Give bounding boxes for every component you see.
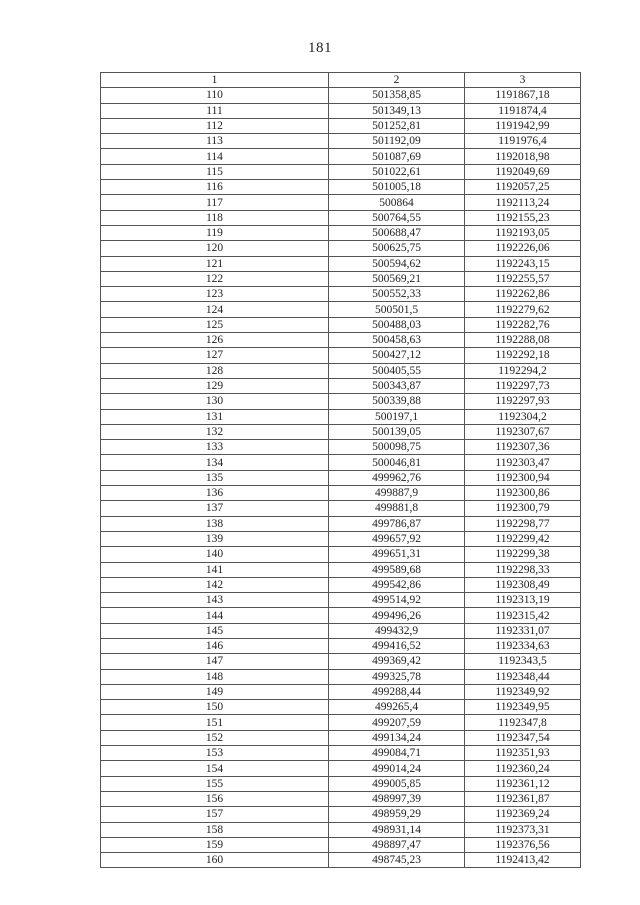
- table-row: [101, 776, 581, 791]
- cell-x-coordinate: 500864: [329, 195, 465, 210]
- coordinates-table: [100, 72, 581, 868]
- table-row: [101, 531, 581, 546]
- header-row: [101, 73, 581, 88]
- table-row: [101, 516, 581, 531]
- cell-y-coordinate: 1192347,8: [465, 715, 581, 730]
- cell-x-coordinate: 500405,55: [329, 363, 465, 378]
- cell-y-coordinate: 1192294,2: [465, 363, 581, 378]
- cell-y-coordinate: 1191867,18: [465, 88, 581, 103]
- table-body: [101, 88, 581, 868]
- table-row: [101, 225, 581, 240]
- table-row: [101, 317, 581, 332]
- cell-point-number: 148: [101, 669, 329, 684]
- cell-y-coordinate: 1192413,42: [465, 853, 581, 868]
- cell-y-coordinate: 1192308,49: [465, 577, 581, 592]
- cell-y-coordinate: 1192298,33: [465, 562, 581, 577]
- cell-y-coordinate: 1192349,95: [465, 700, 581, 715]
- cell-point-number: 119: [101, 225, 329, 240]
- cell-point-number: 157: [101, 807, 329, 822]
- cell-x-coordinate: 500197,1: [329, 409, 465, 424]
- cell-y-coordinate: 1191942,99: [465, 118, 581, 133]
- cell-x-coordinate: 498897,47: [329, 837, 465, 852]
- cell-y-coordinate: 1192057,25: [465, 180, 581, 195]
- cell-y-coordinate: 1192300,79: [465, 501, 581, 516]
- column-header-point: 1: [101, 73, 329, 88]
- cell-point-number: 139: [101, 531, 329, 546]
- cell-x-coordinate: 499962,76: [329, 470, 465, 485]
- cell-x-coordinate: 500552,33: [329, 287, 465, 302]
- table-row: [101, 486, 581, 501]
- table-row: [101, 149, 581, 164]
- cell-point-number: 153: [101, 746, 329, 761]
- column-header-y: 3: [465, 73, 581, 88]
- cell-point-number: 133: [101, 440, 329, 455]
- table-row: [101, 746, 581, 761]
- cell-x-coordinate: 498997,39: [329, 791, 465, 806]
- table-row: [101, 837, 581, 852]
- cell-point-number: 150: [101, 700, 329, 715]
- cell-x-coordinate: 499887,9: [329, 486, 465, 501]
- cell-x-coordinate: 499134,24: [329, 730, 465, 745]
- column-header-x: 2: [329, 73, 465, 88]
- table-row: [101, 593, 581, 608]
- cell-point-number: 128: [101, 363, 329, 378]
- cell-point-number: 122: [101, 271, 329, 286]
- cell-y-coordinate: 1192300,86: [465, 486, 581, 501]
- cell-x-coordinate: 499657,92: [329, 531, 465, 546]
- cell-y-coordinate: 1192347,54: [465, 730, 581, 745]
- cell-point-number: 131: [101, 409, 329, 424]
- cell-x-coordinate: 501022,61: [329, 164, 465, 179]
- cell-x-coordinate: 499005,85: [329, 776, 465, 791]
- cell-point-number: 156: [101, 791, 329, 806]
- table-row: [101, 547, 581, 562]
- cell-point-number: 154: [101, 761, 329, 776]
- cell-y-coordinate: 1192298,77: [465, 516, 581, 531]
- cell-x-coordinate: 499265,4: [329, 700, 465, 715]
- cell-x-coordinate: 499207,59: [329, 715, 465, 730]
- cell-point-number: 115: [101, 164, 329, 179]
- table-row: [101, 394, 581, 409]
- cell-point-number: 136: [101, 486, 329, 501]
- cell-point-number: 147: [101, 654, 329, 669]
- cell-point-number: 140: [101, 547, 329, 562]
- cell-x-coordinate: 499881,8: [329, 501, 465, 516]
- cell-y-coordinate: 1192049,69: [465, 164, 581, 179]
- table-row: [101, 134, 581, 149]
- cell-point-number: 152: [101, 730, 329, 745]
- cell-x-coordinate: 500339,88: [329, 394, 465, 409]
- cell-y-coordinate: 1192282,76: [465, 317, 581, 332]
- cell-y-coordinate: 1192348,44: [465, 669, 581, 684]
- cell-y-coordinate: 1192343,5: [465, 654, 581, 669]
- cell-point-number: 132: [101, 424, 329, 439]
- cell-x-coordinate: 499651,31: [329, 547, 465, 562]
- cell-point-number: 149: [101, 684, 329, 699]
- table-row: [101, 700, 581, 715]
- table-row: [101, 654, 581, 669]
- table-row: [101, 715, 581, 730]
- cell-y-coordinate: 1192313,19: [465, 593, 581, 608]
- table-row: [101, 501, 581, 516]
- cell-y-coordinate: 1191976,4: [465, 134, 581, 149]
- table-row: [101, 348, 581, 363]
- cell-x-coordinate: 499369,42: [329, 654, 465, 669]
- cell-x-coordinate: 499786,87: [329, 516, 465, 531]
- cell-y-coordinate: 1192361,12: [465, 776, 581, 791]
- table-row: [101, 378, 581, 393]
- table-row: [101, 562, 581, 577]
- cell-x-coordinate: 501005,18: [329, 180, 465, 195]
- table-row: [101, 669, 581, 684]
- cell-point-number: 158: [101, 822, 329, 837]
- cell-y-coordinate: 1192373,31: [465, 822, 581, 837]
- table-row: [101, 271, 581, 286]
- cell-y-coordinate: 1192307,67: [465, 424, 581, 439]
- table-row: [101, 730, 581, 745]
- cell-x-coordinate: 500688,47: [329, 225, 465, 240]
- cell-point-number: 138: [101, 516, 329, 531]
- cell-x-coordinate: 498959,29: [329, 807, 465, 822]
- cell-point-number: 160: [101, 853, 329, 868]
- cell-y-coordinate: 1192376,56: [465, 837, 581, 852]
- table-row: [101, 333, 581, 348]
- cell-y-coordinate: 1192018,98: [465, 149, 581, 164]
- table-row: [101, 455, 581, 470]
- table-row: [101, 470, 581, 485]
- cell-x-coordinate: 501349,13: [329, 103, 465, 118]
- table-row: [101, 623, 581, 638]
- cell-point-number: 117: [101, 195, 329, 210]
- table-row: [101, 195, 581, 210]
- table-header: [101, 73, 581, 88]
- cell-x-coordinate: 500046,81: [329, 455, 465, 470]
- cell-point-number: 118: [101, 210, 329, 225]
- cell-y-coordinate: 1192193,05: [465, 225, 581, 240]
- cell-x-coordinate: 500343,87: [329, 378, 465, 393]
- table-row: [101, 440, 581, 455]
- cell-x-coordinate: 498745,23: [329, 853, 465, 868]
- cell-point-number: 155: [101, 776, 329, 791]
- cell-x-coordinate: 499542,86: [329, 577, 465, 592]
- table-row: [101, 164, 581, 179]
- cell-y-coordinate: 1192113,24: [465, 195, 581, 210]
- cell-y-coordinate: 1192255,57: [465, 271, 581, 286]
- cell-point-number: 114: [101, 149, 329, 164]
- table-row: [101, 256, 581, 271]
- cell-y-coordinate: 1192303,47: [465, 455, 581, 470]
- cell-point-number: 137: [101, 501, 329, 516]
- cell-y-coordinate: 1192279,62: [465, 302, 581, 317]
- cell-y-coordinate: 1192331,07: [465, 623, 581, 638]
- cell-y-coordinate: 1192351,93: [465, 746, 581, 761]
- cell-x-coordinate: 501252,81: [329, 118, 465, 133]
- cell-point-number: 129: [101, 378, 329, 393]
- cell-point-number: 116: [101, 180, 329, 195]
- cell-point-number: 143: [101, 593, 329, 608]
- cell-y-coordinate: 1192304,2: [465, 409, 581, 424]
- table-row: [101, 638, 581, 653]
- cell-point-number: 145: [101, 623, 329, 638]
- cell-point-number: 125: [101, 317, 329, 332]
- cell-x-coordinate: 501087,69: [329, 149, 465, 164]
- cell-point-number: 120: [101, 241, 329, 256]
- cell-y-coordinate: 1191874,4: [465, 103, 581, 118]
- cell-point-number: 123: [101, 287, 329, 302]
- cell-x-coordinate: 499288,44: [329, 684, 465, 699]
- cell-x-coordinate: 500458,63: [329, 333, 465, 348]
- table-row: [101, 684, 581, 699]
- cell-point-number: 112: [101, 118, 329, 133]
- cell-x-coordinate: 499589,68: [329, 562, 465, 577]
- cell-x-coordinate: 500139,05: [329, 424, 465, 439]
- cell-point-number: 110: [101, 88, 329, 103]
- table-row: [101, 241, 581, 256]
- cell-point-number: 159: [101, 837, 329, 852]
- cell-point-number: 135: [101, 470, 329, 485]
- cell-x-coordinate: 500764,55: [329, 210, 465, 225]
- cell-x-coordinate: 500625,75: [329, 241, 465, 256]
- cell-point-number: 146: [101, 638, 329, 653]
- page-number: 181: [308, 40, 332, 56]
- cell-y-coordinate: 1192369,24: [465, 807, 581, 822]
- cell-x-coordinate: 500098,75: [329, 440, 465, 455]
- cell-x-coordinate: 500594,62: [329, 256, 465, 271]
- cell-x-coordinate: 501192,09: [329, 134, 465, 149]
- table-row: [101, 88, 581, 103]
- cell-point-number: 124: [101, 302, 329, 317]
- table-row: [101, 409, 581, 424]
- table-row: [101, 807, 581, 822]
- cell-point-number: 121: [101, 256, 329, 271]
- cell-y-coordinate: 1192226,06: [465, 241, 581, 256]
- table-row: [101, 791, 581, 806]
- cell-y-coordinate: 1192349,92: [465, 684, 581, 699]
- cell-x-coordinate: 499514,92: [329, 593, 465, 608]
- table-row: [101, 608, 581, 623]
- table-row: [101, 363, 581, 378]
- cell-y-coordinate: 1192262,86: [465, 287, 581, 302]
- cell-x-coordinate: 500427,12: [329, 348, 465, 363]
- cell-point-number: 142: [101, 577, 329, 592]
- table-row: [101, 287, 581, 302]
- cell-point-number: 111: [101, 103, 329, 118]
- cell-point-number: 127: [101, 348, 329, 363]
- cell-point-number: 130: [101, 394, 329, 409]
- cell-y-coordinate: 1192299,42: [465, 531, 581, 546]
- cell-point-number: 144: [101, 608, 329, 623]
- cell-x-coordinate: 499432,9: [329, 623, 465, 638]
- table-row: [101, 822, 581, 837]
- cell-y-coordinate: 1192243,15: [465, 256, 581, 271]
- cell-point-number: 113: [101, 134, 329, 149]
- table-row: [101, 761, 581, 776]
- cell-x-coordinate: 499084,71: [329, 746, 465, 761]
- table-row: [101, 853, 581, 868]
- cell-y-coordinate: 1192292,18: [465, 348, 581, 363]
- cell-point-number: 141: [101, 562, 329, 577]
- table-row: [101, 180, 581, 195]
- cell-point-number: 134: [101, 455, 329, 470]
- table-row: [101, 577, 581, 592]
- cell-x-coordinate: 498931,14: [329, 822, 465, 837]
- cell-y-coordinate: 1192297,93: [465, 394, 581, 409]
- cell-x-coordinate: 499014,24: [329, 761, 465, 776]
- cell-y-coordinate: 1192300,94: [465, 470, 581, 485]
- cell-y-coordinate: 1192155,23: [465, 210, 581, 225]
- cell-y-coordinate: 1192361,87: [465, 791, 581, 806]
- cell-y-coordinate: 1192297,73: [465, 378, 581, 393]
- cell-point-number: 151: [101, 715, 329, 730]
- cell-x-coordinate: 499325,78: [329, 669, 465, 684]
- cell-y-coordinate: 1192299,38: [465, 547, 581, 562]
- cell-y-coordinate: 1192288,08: [465, 333, 581, 348]
- cell-x-coordinate: 499496,26: [329, 608, 465, 623]
- table-row: [101, 103, 581, 118]
- cell-x-coordinate: 500569,21: [329, 271, 465, 286]
- cell-y-coordinate: 1192307,36: [465, 440, 581, 455]
- table-row: [101, 118, 581, 133]
- cell-y-coordinate: 1192334,63: [465, 638, 581, 653]
- cell-y-coordinate: 1192315,42: [465, 608, 581, 623]
- table-row: [101, 424, 581, 439]
- cell-x-coordinate: 501358,85: [329, 88, 465, 103]
- table-row: [101, 302, 581, 317]
- cell-x-coordinate: 499416,52: [329, 638, 465, 653]
- table-row: [101, 210, 581, 225]
- cell-point-number: 126: [101, 333, 329, 348]
- cell-y-coordinate: 1192360,24: [465, 761, 581, 776]
- cell-x-coordinate: 500488,03: [329, 317, 465, 332]
- cell-x-coordinate: 500501,5: [329, 302, 465, 317]
